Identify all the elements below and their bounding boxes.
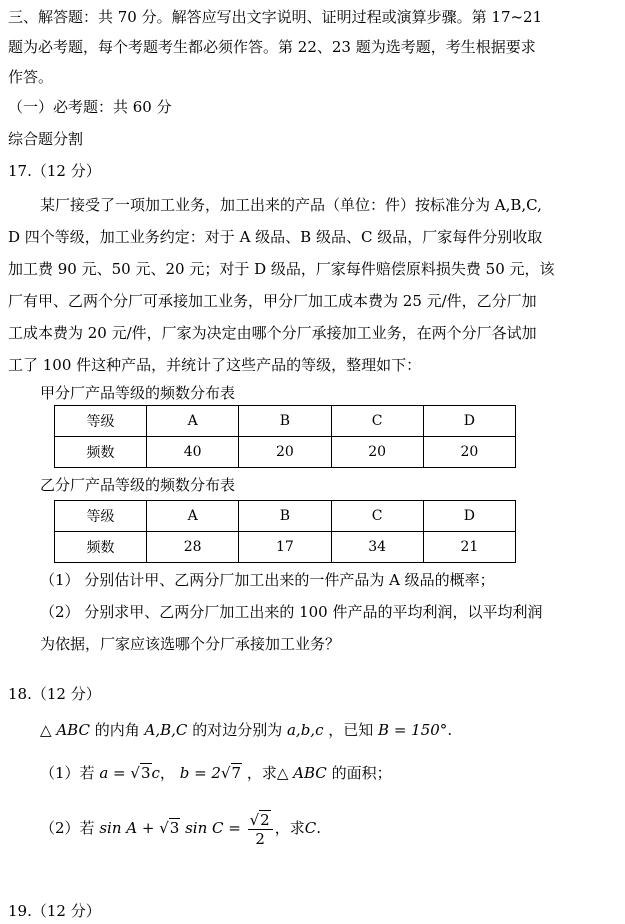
table-cell: 20 [331, 437, 423, 468]
table-row [55, 501, 516, 532]
q18-p1-sep: ， [159, 764, 175, 782]
q18-part-2 [40, 808, 321, 848]
q17-sub-2-line-2: 为依据，厂家应该选哪个分厂承接加工业务？ [40, 635, 341, 653]
q18-given: B = 150° [378, 721, 448, 739]
fraction-sqrt-value: 2 [260, 810, 270, 829]
fraction-denominator: 2 [255, 829, 265, 848]
q18-p1-text: ，求△ [246, 764, 289, 782]
q18-p2-var: C [304, 819, 317, 837]
q17-para-line-2: D 四个等级，加工业务约定：对于 A 级品、B 级品、C 级品，厂家每件分别收取 [8, 228, 543, 246]
q18-p1-a: a = [99, 764, 131, 782]
q18-angles: A,B,C [144, 721, 188, 739]
q18-stem-text-1: 的内角 [94, 721, 140, 739]
section-header-line-1: 三、解答题：共 70 分。解答应写出文字说明、证明过程或演算步骤。第 17~21 [8, 8, 543, 26]
table-cell: A [147, 501, 239, 532]
table-cell: D [423, 501, 515, 532]
table-row [55, 437, 516, 468]
table-cell: 频数 [55, 532, 147, 563]
table-cell: 等级 [55, 501, 147, 532]
q18-p1-sqrt-b: 7 [231, 764, 242, 782]
q18-abc: ABC [56, 721, 90, 739]
q17-para-line-1: 某厂接受了一项加工业务，加工出来的产品（单位：件）按标准分为 A,B,C, [40, 196, 542, 214]
section-header-line-3: 作答。 [8, 68, 54, 86]
sqrt-sign: √ [159, 819, 169, 837]
q18-p1-c: c [151, 764, 160, 782]
q18-title: 18.（12 分） [8, 685, 101, 703]
q18-p1-abc: ABC [293, 764, 327, 782]
q19-title: 19.（12 分） [8, 902, 101, 920]
fraction-numerator: √2 [248, 811, 273, 830]
q17-para-line-6: 工了 100 件这种产品，并统计了这些产品的等级，整理如下： [8, 356, 422, 374]
q18-p1-b: b = 2 [179, 764, 221, 782]
table-cell: B [239, 406, 331, 437]
q18-stem-end: . [447, 721, 453, 739]
table-cell: 28 [147, 532, 239, 563]
q17-sub-2-line-1: （2） 分别求甲、乙两分厂加工出来的 100 件产品的平均利润，以平均利润 [40, 603, 543, 621]
q17-sub-1: （1） 分别估计甲、乙两分厂加工出来的一件产品为 A 级品的概率； [40, 571, 495, 589]
table-a-caption: 甲分厂产品等级的频数分布表 [40, 384, 236, 402]
divider-label: 综合题分割 [8, 130, 84, 148]
q18-part-1 [40, 763, 392, 783]
table-a [54, 405, 516, 468]
triangle-glyph: △ [40, 721, 52, 739]
table-cell: 17 [239, 532, 331, 563]
q18-p2-fraction [248, 811, 273, 848]
q18-p2-text: ，求 [274, 819, 305, 837]
table-cell: 40 [147, 437, 239, 468]
table-cell: 21 [423, 532, 515, 563]
table-b [54, 500, 516, 563]
q18-p2-sqrt: 3 [169, 819, 180, 837]
sqrt-sign: √ [220, 764, 231, 782]
table-row [55, 406, 516, 437]
q18-p1-label: （1）若 [40, 764, 95, 782]
q18-stem-text-2: 的对边分别为 [192, 721, 283, 739]
q18-p2-end: . [316, 819, 321, 837]
table-cell: 20 [423, 437, 515, 468]
q17-para-line-4: 厂有甲、乙两个分厂可承接加工业务，甲分厂加工成本费为 25 元/件，乙分厂加 [8, 292, 537, 310]
required-heading: （一）必考题：共 60 分 [8, 98, 172, 116]
table-cell: B [239, 501, 331, 532]
q18-p2-label: （2）若 [40, 819, 95, 837]
table-cell: C [331, 406, 423, 437]
table-cell: D [423, 406, 515, 437]
q18-sides: a,b,c [286, 721, 324, 739]
q18-p2-sinc: sin C = [180, 819, 246, 837]
table-b-caption: 乙分厂产品等级的频数分布表 [40, 476, 236, 494]
table-cell: 频数 [55, 437, 147, 468]
q18-p1-sqrt-a: 3 [140, 764, 151, 782]
table-row [55, 532, 516, 563]
q18-stem-text-3: ，已知 [328, 721, 374, 739]
sqrt-sign: √ [130, 764, 140, 782]
q17-title: 17.（12 分） [8, 162, 101, 180]
table-cell: C [331, 501, 423, 532]
q17-para-line-3: 加工费 90 元、50 元、20 元；对于 D 级品，厂家每件赔偿原料损失费 50 元，该 [8, 260, 555, 278]
section-header-line-2: 题为必考题，每个考题考生都必须作答。第 22、23 题为选考题，考生根据要求 [8, 38, 536, 56]
q17-para-line-5: 工成本费为 20 元/件，厂家为决定由哪个分厂承接加工业务，在两个分厂各试加 [8, 324, 537, 342]
table-cell: 34 [331, 532, 423, 563]
q18-stem [40, 720, 452, 740]
table-cell: 20 [239, 437, 331, 468]
q18-p2-sina: sin A + [99, 819, 160, 837]
table-cell: 等级 [55, 406, 147, 437]
q18-p1-end: 的面积； [331, 764, 392, 782]
table-cell: A [147, 406, 239, 437]
